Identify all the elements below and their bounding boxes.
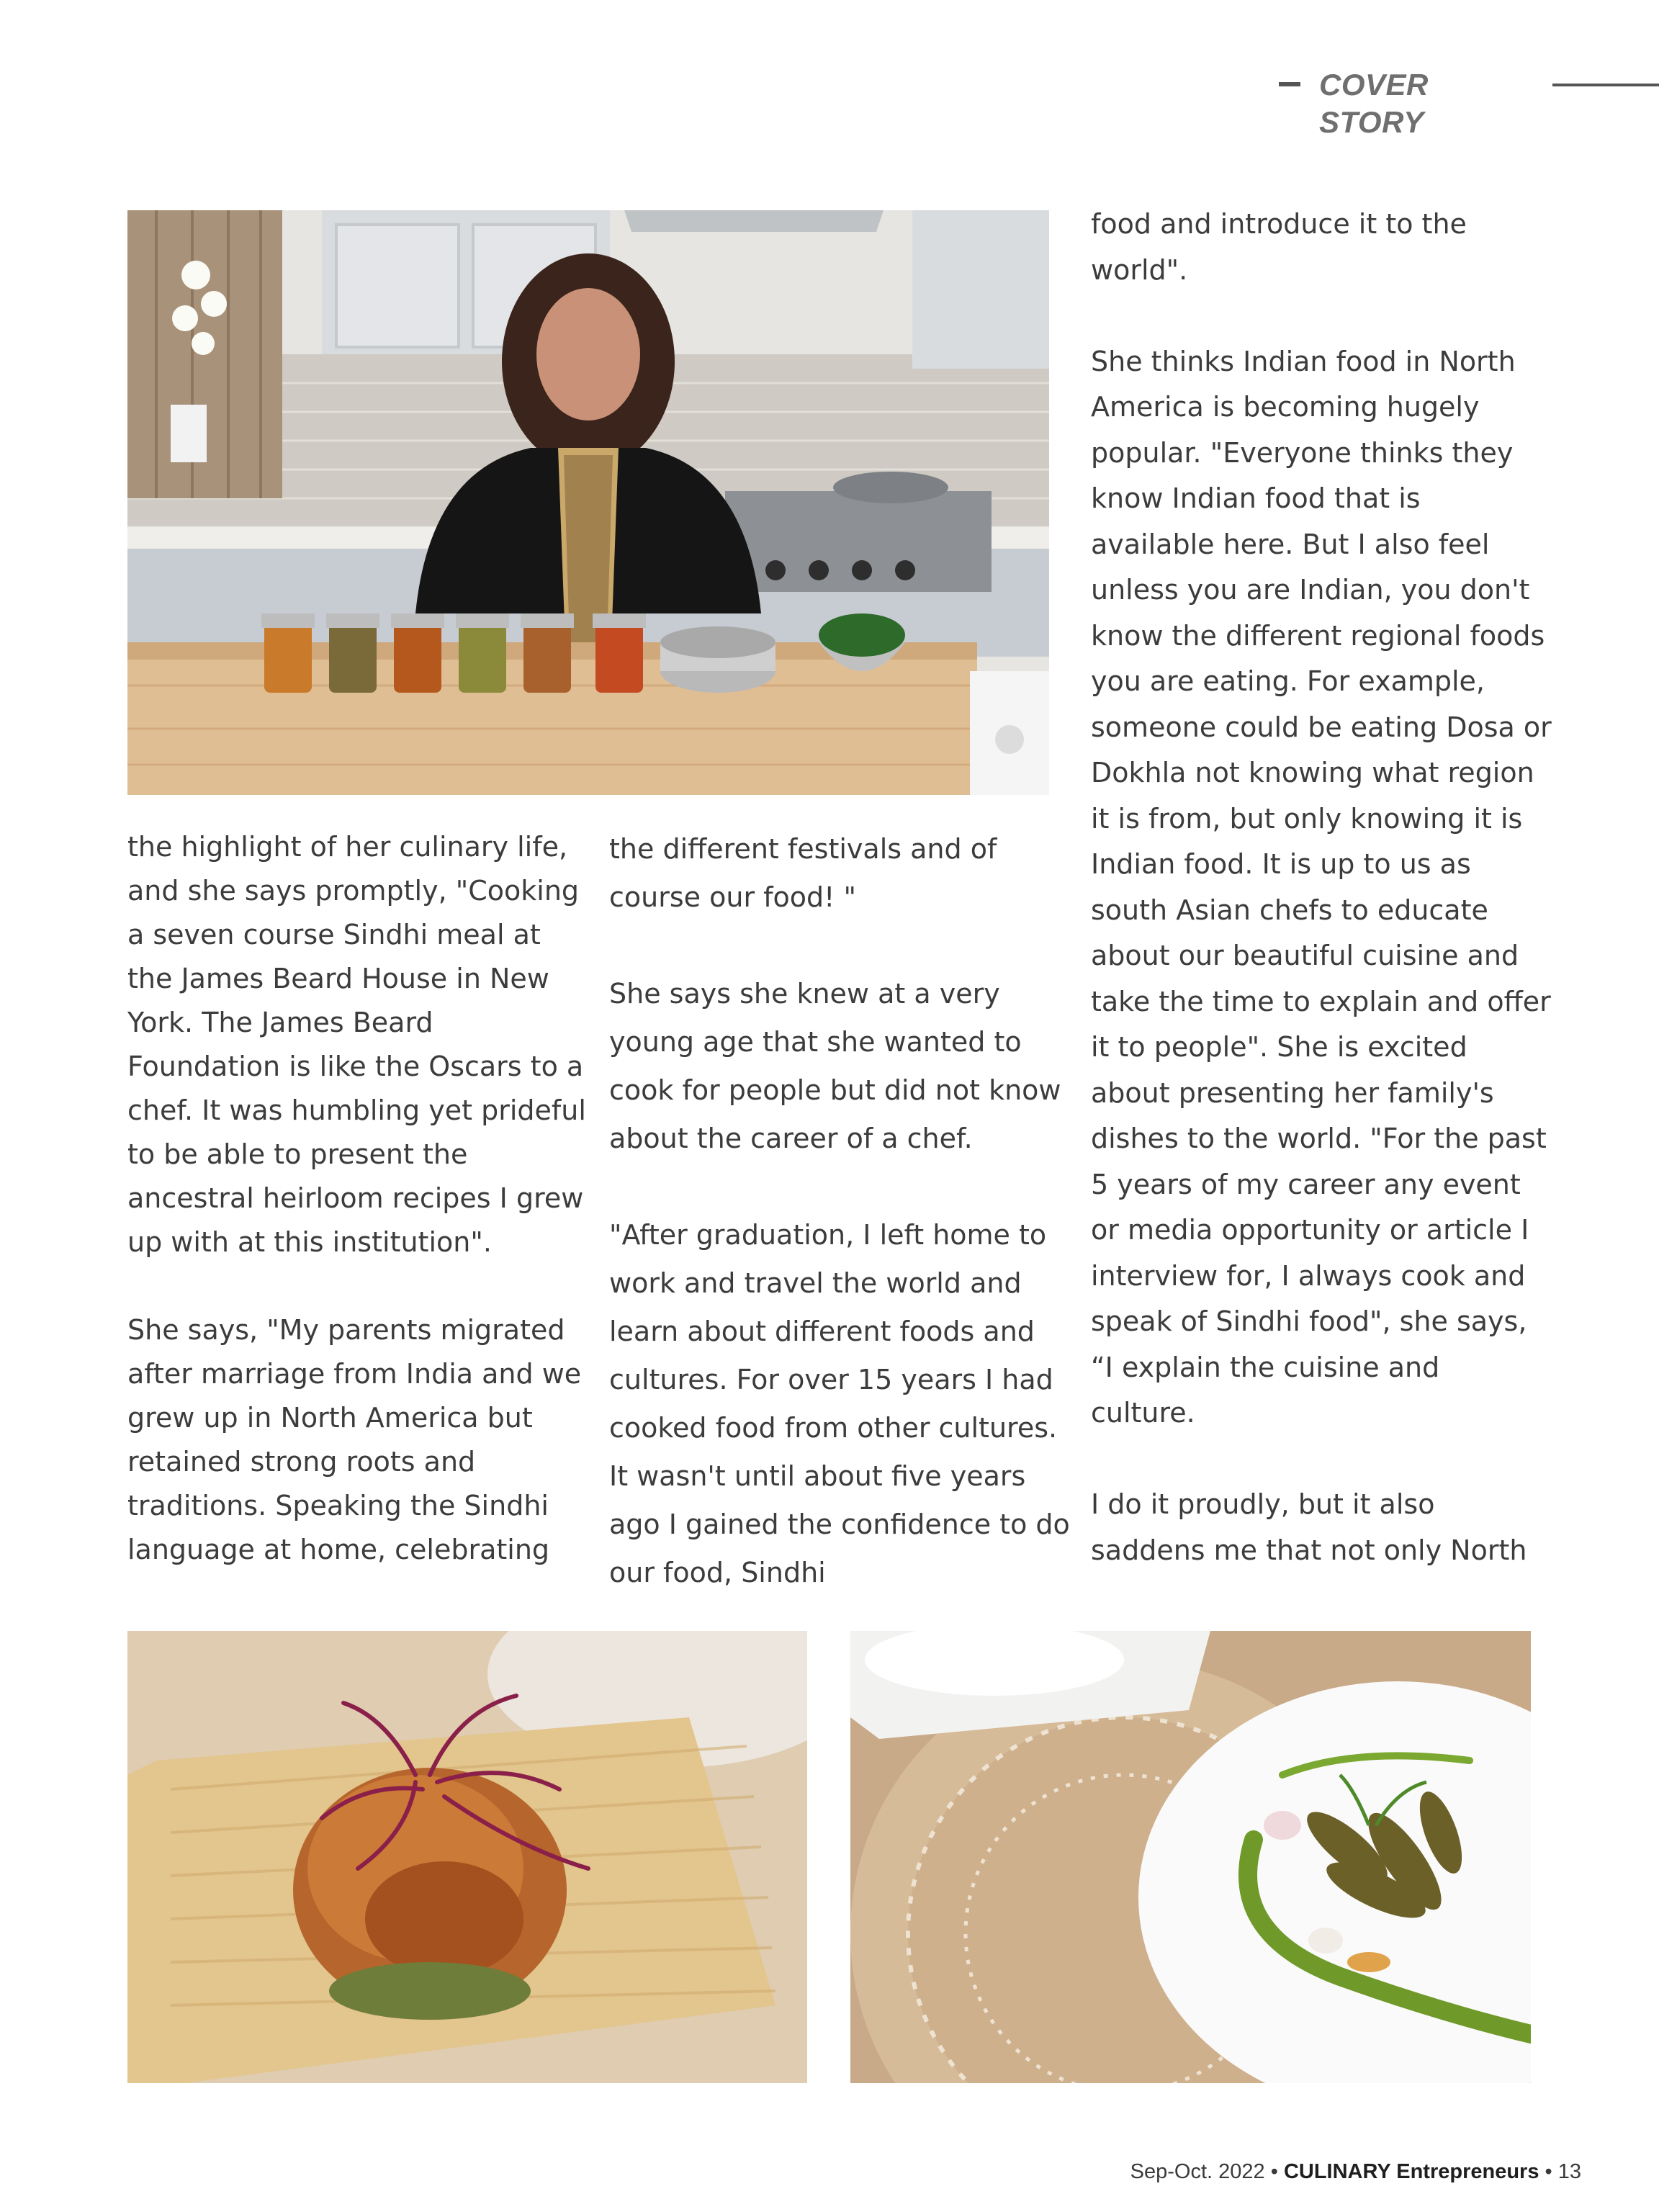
header-dash [1279, 82, 1300, 86]
chef-photo [127, 210, 1049, 795]
body-column-3: food and introduce it to the world". She thinks Indian food in North America is becoming hugely popular. "Everyone thinks they know Indian food that is available here. But I also feel unless you are Indian, you don't know the different regional foods you are eating. For example, someone could be eating Dosa or Dokhla not knowing what region it is from, but only knowing it is Indian food. It is up to us as south Asian chefs to educate about our beautiful cuisine and take the time to explain and offer it to people". She is excited about presenting her family's dishes to the world. "For the past 5 years of my career any event or media opportunity or article I interview for, I always cook and speak of Sindhi food", she says, “I explain the cuisine and culture. I do it proudly, but it also saddens me that not only North [1091, 208, 1552, 1566]
footer-bullet-2: • [1545, 2160, 1552, 2183]
body-column-1: the highlight of her culinary life, and she says promptly, "Cooking a seven course Sindhi meal at the James Beard House in New York. The James Beard Foundation is like the Oscars to a chef. It was humbling yet prideful to be able to present the ancestral heirloom recipes I grew up with at this institution". She says, "My parents migrated after marriage from India and we grew up in North America but retained strong roots and traditions. Speaking the Sindhi language at home, celebrating [127, 831, 586, 1565]
dish-photo-2 [850, 1631, 1531, 2083]
footer-bullet-1: • [1270, 2160, 1278, 2183]
page-footer [1130, 2157, 1581, 2186]
magazine-name: CULINARY Entrepreneurs [1283, 2160, 1539, 2183]
section-label: COVER STORY [1319, 68, 1429, 139]
header-rule [1552, 84, 1659, 86]
page-number: 13 [1557, 2160, 1581, 2183]
issue-date: Sep-Oct. 2022 [1130, 2160, 1265, 2183]
dish-photo-1 [127, 1631, 807, 2083]
body-column-2: the different festivals and of course our food! " She says she knew at a very young age that she wanted to cook for people but did not know about the career of a chef. "After graduation, I left home to work and travel the world and learn about different foods and cultures. For over 15 years I had cooked food from other cultures. It wasn't until about five years ago I gained the confidence to do our food, Sindhi [609, 833, 1070, 1588]
